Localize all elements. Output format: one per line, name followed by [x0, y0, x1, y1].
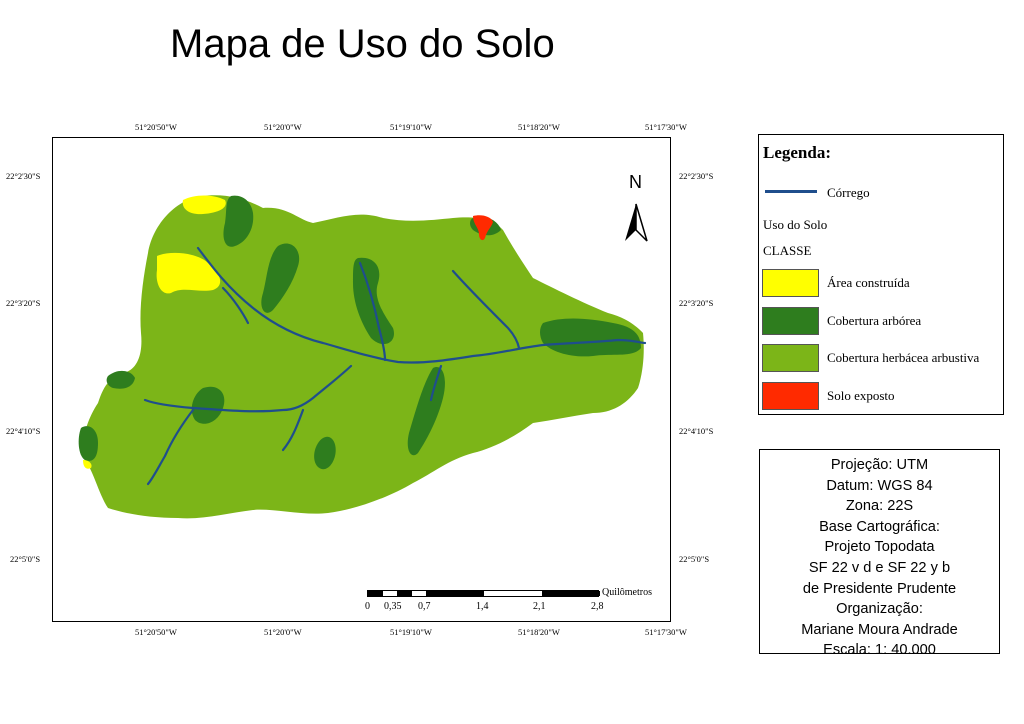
lon-tick-bottom-3: 51°19'10"W — [390, 627, 432, 637]
info-base-sheets: SF 22 v d e SF 22 y b — [808, 559, 951, 576]
swatch-arboreal — [762, 307, 819, 335]
info-projection: Projeção: UTM — [830, 457, 929, 473]
info-base-label: Base Cartográfica: — [819, 518, 940, 535]
scale-label-0: 0 — [365, 601, 370, 612]
lon-tick-top-4: 51°18'20"W — [518, 122, 560, 132]
lon-tick-bottom-2: 51°20'0"W — [264, 627, 302, 637]
lat-tick-right-4: 22°5'0"S — [679, 554, 710, 564]
scale-label-4: 2,1 — [533, 601, 546, 612]
map-info-box — [759, 449, 1000, 659]
legend-class-exposed: Solo exposto — [827, 388, 895, 403]
map-frame — [52, 137, 671, 622]
scale-seg-1 — [368, 591, 383, 596]
legend-title: Legenda: — [763, 143, 831, 162]
lon-tick-bottom-5: 51°17'30"W — [645, 627, 687, 637]
lon-tick-top-1: 51°20'50"W — [135, 122, 177, 132]
scale-label-5: 2,8 — [591, 601, 604, 612]
info-datum: Datum: WGS 84 — [826, 477, 933, 494]
map-canvas — [53, 138, 670, 621]
info-base-region: de Presidente Prudente — [802, 580, 957, 597]
lat-tick-left-3: 22°4'10"S — [6, 426, 41, 436]
lon-tick-top-3: 51°19'10"W — [390, 122, 432, 132]
north-label: N — [629, 172, 642, 192]
scale-seg-2 — [397, 591, 412, 596]
lat-tick-right-3: 22°4'10"S — [679, 426, 714, 436]
legend — [758, 134, 1004, 415]
lon-tick-top-2: 51°20'0"W — [264, 122, 302, 132]
swatch-built — [762, 269, 819, 297]
lat-tick-left-4: 22°5'0"S — [10, 554, 41, 564]
lon-tick-bottom-4: 51°18'20"W — [518, 627, 560, 637]
scale-seg-3 — [426, 591, 484, 596]
legend-class-built: Área construída — [827, 275, 910, 290]
info-org-label: Organização: — [836, 601, 923, 618]
legend-uso-label: Uso do Solo — [763, 217, 828, 232]
legend-classe-label: CLASSE — [763, 243, 812, 258]
lat-tick-right-1: 22°2'30"S — [679, 171, 714, 181]
watershed-herbaceous — [83, 195, 644, 518]
scale-label-2: 0,7 — [418, 601, 431, 612]
info-scale: Escala: 1: 40.000 — [823, 642, 936, 659]
lat-tick-left-1: 22°2'30"S — [6, 171, 41, 181]
swatch-herbaceous — [762, 344, 819, 372]
info-zone: Zona: 22S — [845, 498, 914, 515]
scale-seg-4 — [542, 591, 600, 596]
arboreal-patch-5 — [79, 426, 98, 461]
lat-tick-right-2: 22°3'20"S — [679, 298, 714, 308]
scale-label-3: 1,4 — [476, 601, 489, 612]
legend-river-label: Córrego — [827, 185, 870, 200]
scale-unit: Quilômetros — [602, 587, 652, 598]
map-title: Mapa de Uso do Solo — [170, 22, 555, 66]
info-org-name: Mariane Moura Andrade — [801, 621, 958, 638]
lat-tick-left-2: 22°3'20"S — [6, 298, 41, 308]
info-base-project: Projeto Topodata — [824, 539, 935, 556]
river-legend-line — [765, 190, 817, 193]
lon-tick-top-5: 51°17'30"W — [645, 122, 687, 132]
swatch-exposed — [762, 382, 819, 410]
legend-class-herbaceous: Cobertura herbácea arbustiva — [827, 350, 980, 365]
scale-bar — [367, 590, 599, 597]
legend-class-arboreal: Cobertura arbórea — [827, 313, 922, 328]
scale-label-1: 0,35 — [384, 601, 402, 612]
lon-tick-bottom-1: 51°20'50"W — [135, 627, 177, 637]
north-arrow-icon — [625, 204, 647, 241]
